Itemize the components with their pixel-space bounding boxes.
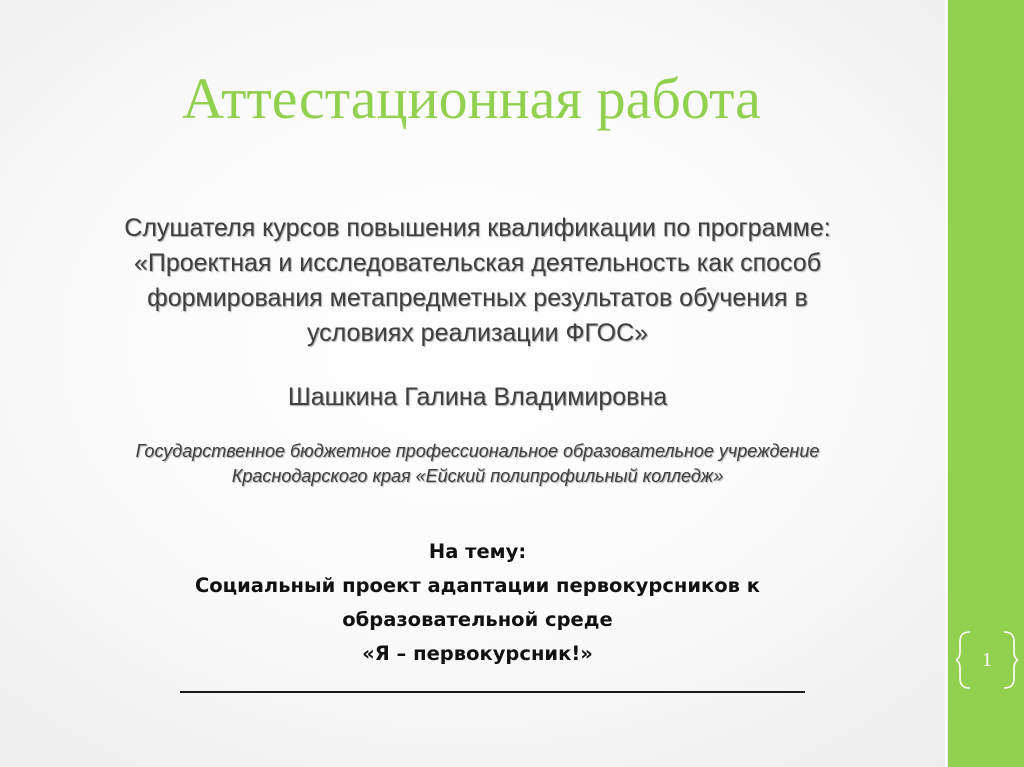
page-number: 1 <box>982 649 992 671</box>
institution-name <box>0 439 955 489</box>
course-description-line: Слушателя курсов повышения квалификации по программе: <box>124 214 831 242</box>
course-description-line: условиях реализации ФГОС» <box>306 319 649 347</box>
course-description-line: формирования метапредметных результатов обучения в <box>147 284 808 312</box>
course-description-line: «Проектная и исследовательская деятельность как способ <box>133 249 822 277</box>
topic-label: На тему: <box>428 540 527 563</box>
topic-project-name: «Я – первокурсник!» <box>362 642 593 665</box>
slide-title <box>0 66 955 133</box>
signature-underline <box>180 691 805 693</box>
institution-line: Государственное бюджетное профессиональное образовательное учреждение <box>135 441 820 461</box>
accent-bar-divider <box>945 0 947 767</box>
work-topic <box>0 535 955 671</box>
slide-title-text: Аттестационная работа <box>182 66 761 131</box>
author-name: Шашкина Галина Владимировна <box>287 383 668 411</box>
topic-line: Социальный проект адаптации первокурсников к <box>194 574 761 597</box>
course-description <box>0 211 955 351</box>
institution-line: Краснодарского края «Ейский полипрофильный колледж» <box>231 466 724 486</box>
page-number-badge <box>956 628 1018 692</box>
topic-line: образовательной среде <box>342 608 613 631</box>
